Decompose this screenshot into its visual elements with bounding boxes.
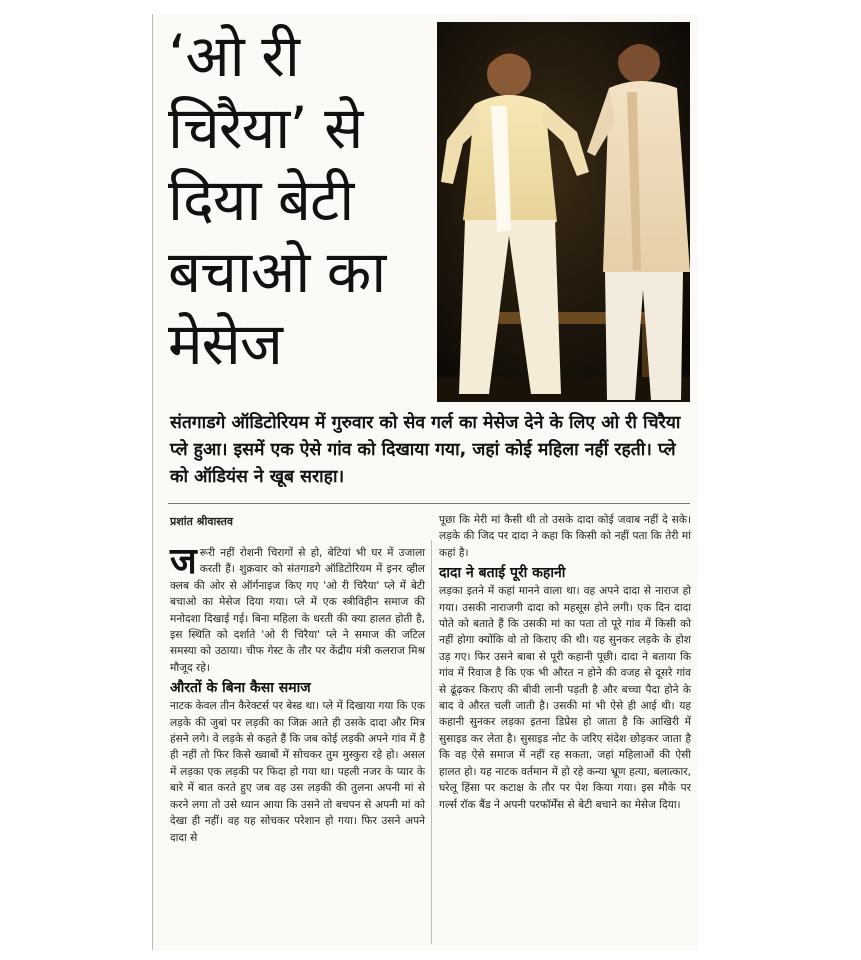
- left-edge-rule: [152, 14, 153, 950]
- headline-line-5: मेसेज: [168, 310, 282, 378]
- stage-photo: [437, 22, 690, 402]
- article-deck: संतगाडगे ऑडिटोरियम में गुरुवार को सेव गर्ल का मेसेज देने के लिए ओ री चिरैया प्ले हुआ। इसमें एक ऐसे गांव को दिखाया गया, जहां कोई महिला नहीं रहती। प्ले को ऑडियंस ने खूब सराहा।: [170, 413, 681, 487]
- intro-text: रूरी नहीं रोशनी चिरागों से हो, बेटियां भी घर में उजाला करती हैं। शुक्रवार को संतगाडगे ऑडिटोरियम में इनर व्हील क्लब की ओर से ऑर्गनाइज किए गए 'ओ री चिरैया' प्ले में बेटी बचाओ का मेसेज दिया गया। प्ले में एक स्त्रीविहीन समाज की मनोदशा दिखाई गई। बिना महिला के धरती की क्या हालत होती है, इस स्थिति को दर्शाते 'ओ री चिरैया' प्ले ने समाज की जटिल समस्या को उठाया। चीफ गेस्ट के तौर पर केंद्रीय मंत्री कलराज मिश्र मौजूद रहे।: [170, 547, 425, 674]
- body-paragraph-2: लड़का इतने में कहां मानने वाला था। वह अपने दादा से नाराज हो गया। उसकी नाराजगी दादा को महसूस होने लगी। एक दिन दादा पोते को बताते हैं कि उसकी मां का पता तो पूरे गांव में किसी को नहीं होगा क्योंकि वो तो किराए की थी। यह सुनकर लड़के के होश उड़ गए। फिर उसने बाबा से पूरी कहानी पूछी। दादा ने बताया कि गांव में रिवाज है कि एक भी औरत न होने की वजह से दूसरे गांव से ढूंढ़कर किराए की बीवी लानी पड़ती है और बच्चा पैदा होने के बाद वे औरत चली जाती है। उसकी मां भी ऐसे ही आई थी। यह कहानी सुनकर लड़का इतना डिप्रेस हो जाता है कि आखिरी में सुसाइड कर लेता है। सुसाइड नोट के जरिए संदेश छोड़कर जाता है कि वह ऐसे समाज में नहीं रह सकता, जहां महिलाओं की ऐसी हालत हो। यह नाटक वर्तमान में हो रहे कन्या भ्रूण हत्या, बलात्कार, घरेलू हिंसा पर कटाक्ष के तौर पर पेश किया गया। इस मौके पर गर्ल्स रॉक बैंड ने अपनी परफॉर्मेंस से बेटी बचाने का मेसेज दिया।: [439, 585, 691, 811]
- intro-paragraph: [170, 541, 425, 676]
- column-divider: [431, 540, 432, 944]
- byline: प्रशांत श्रीवास्तव: [170, 515, 233, 528]
- headline-line-2: चिरैया’ से: [168, 94, 363, 162]
- headline-line-3: दिया बेटी: [168, 166, 354, 234]
- article-column-1: [170, 541, 425, 846]
- article-column-2: [439, 512, 691, 813]
- subheading-2: दादा ने बताई पूरी कहानी: [439, 565, 566, 582]
- headline: [168, 20, 438, 380]
- byline-divider: [168, 503, 690, 504]
- headline-line-1: ‘ओ री: [168, 22, 299, 90]
- subheading-1: औरतों के बिना कैसा समाज: [170, 680, 311, 697]
- stage-photo-actors-icon: [437, 22, 690, 402]
- continuation-paragraph: पूछा कि मेरी मां कैसी थी तो उसके दादा कोई जवाब नहीं दे सके। लड़के की जिद पर दादा ने कहा कि किसी को नहीं पता कि तेरी मां कहां है।: [439, 514, 691, 559]
- body-paragraph-1: नाटक केवल तीन कैरेक्टर्स पर बेस्ड था। प्ले में दिखाया गया कि एक लड़के की जुबां पर लड़की का जिक्र आते ही उसके दादा और मित्र हंसने लगे। वे लड़के से कहते हैं कि जब कोई लड़की अपने गांव में है ही नहीं तो फिर किसे ख्वाबों में सोचकर तुम मुस्कुरा रहे हो। असल में लड़का एक लड़की पर फिदा हो गया था। पहली नजर के प्यार के बारे में बात करते हुए जब वह उस लड़की की तुलना अपनी मां से करने लगा तो उसे ध्यान आया कि उसने तो बचपन से अपनी मां को देखा ही नहीं। वह यह सोचकर परेशान हो गया। फिर उसने अपने दादा से: [170, 700, 425, 844]
- headline-line-4: बचाओ का: [168, 238, 386, 306]
- dropcap: ज: [170, 541, 197, 582]
